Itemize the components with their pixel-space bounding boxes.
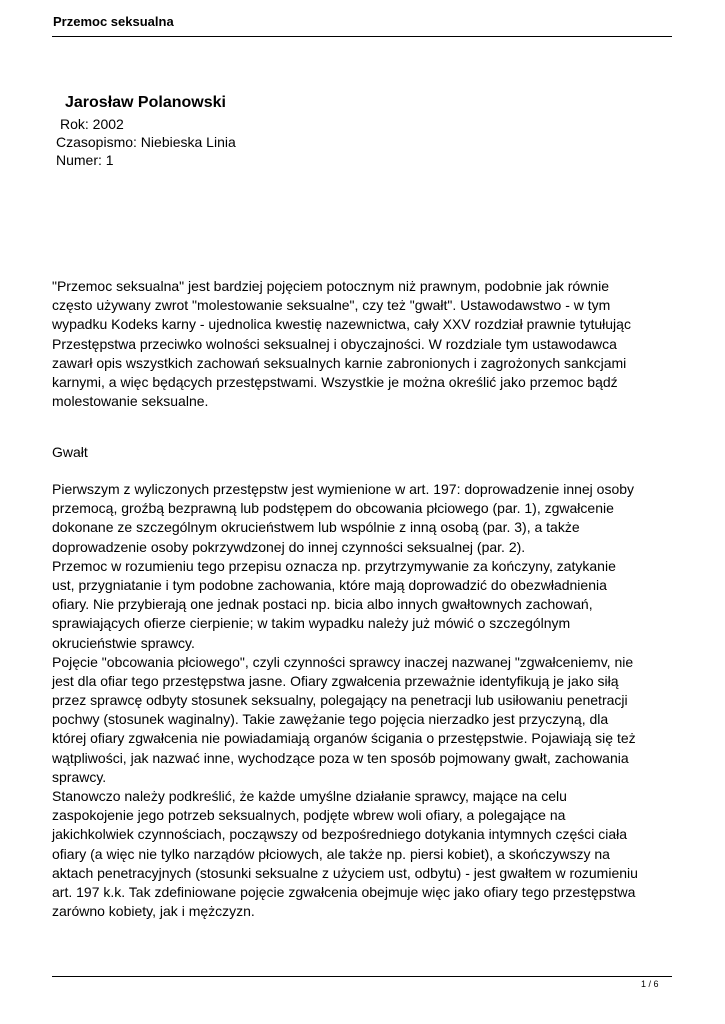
- text-line: jest dla ofiar tego przestępstwa jasne. Ofiary zgwałcenia przeważnie identyfikują je jako siłą: [52, 672, 619, 689]
- text-line: wypadku Kodeks karny - ujednolica kwestię nazewnictwa, cały XXV rozdział prawnie tytułując: [52, 316, 631, 333]
- text-line: Pierwszym z wyliczonych przestępstw jest wymienione w art. 197: doprowadzenie innej osoby: [52, 481, 635, 497]
- text-line: pochwy (stosunek waginalny). Takie zawężanie tego pojęcia nierzadko jest przyczyną, dla: [52, 711, 609, 728]
- text-line: zarówno kobiety, jak i mężczyzn.: [52, 903, 255, 920]
- text-line: okrucieństwie sprawcy.: [52, 634, 195, 651]
- text-line: Przestępstwa przeciwko wolności seksualnej i obyczajności. W rozdziale tym ustawodawca: [52, 335, 617, 352]
- text-line: zawarł opis wszystkich zachowań seksualnych karnie zabronionych i zagrożonych sankcjami: [52, 354, 627, 371]
- footer-rule: [52, 976, 672, 977]
- text-line: art. 197 k.k. Tak zdefiniowane pojęcie zgwałcenia obejmuje więc jako ofiary tego przestępstwa: [52, 883, 636, 900]
- text-line: aktach penetracyjnych (stosunki seksualne z użyciem ust, odbytu) - jest gwałtem w rozumieniu: [52, 864, 638, 881]
- text-line: Stanowczo należy podkreślić, że każde umyślne działanie sprawcy, mające na celu: [52, 788, 567, 804]
- text-line: często używany zwrot "molestowanie seksualne", czy też "gwałt". Ustawodawstwo - w tym: [52, 297, 611, 314]
- text-line: przez sprawcę odbyty stosunek seksualny, polegający na penetracji lub usiłowaniu penetracji: [52, 692, 628, 709]
- section-heading: Gwałt: [52, 444, 88, 460]
- article-issue: Numer: 1: [56, 152, 114, 168]
- text-line: zaspokojenie jego potrzeb seksualnych, podjęte wbrew woli ofiary, a polegające na: [52, 807, 566, 824]
- page-number: 1 / 6: [641, 979, 659, 989]
- text-line: doprowadzenie osoby pokrzywdzonej do innej czynności seksualnej (par. 2).: [52, 538, 526, 555]
- text-line: jakichkolwiek czynnościach, począwszy od bezpośredniego dotykania intymnych części ciała: [52, 826, 628, 843]
- text-line: dokonane ze szczególnym okrucieństwem lub wspólnie z inną osobą (par. 3), a także: [52, 519, 580, 536]
- text-line: wątpliwości, jak nazwać inne, wychodzące poza w ten sposób pojmowany gwałt, zachowania: [52, 749, 629, 766]
- text-line: ust, przygniatanie i tym podobne zachowania, które mają doprowadzić do obezwładnienia: [52, 576, 607, 593]
- document-header-title: Przemoc seksualna: [53, 14, 174, 29]
- article-journal: Czasopismo: Niebieska Linia: [56, 134, 236, 150]
- text-line: karnymi, a więc będących przestępstwami. Wszystkie je można określić jako przemoc bądź: [52, 373, 618, 390]
- article-year: Rok: 2002: [60, 116, 124, 132]
- text-line: "Przemoc seksualna" jest bardziej pojęciem potocznym niż prawnym, podobnie jak równie: [52, 278, 609, 294]
- text-line: molestowanie seksualne.: [52, 393, 209, 410]
- body-text: [52, 480, 677, 921]
- text-line: sprawiających ofierze cierpienie; w takim wypadku należy już mówić o szczególnym: [52, 615, 571, 632]
- text-line: ofiary (a więc nie tylko narządów płciowych, ale także np. piersi kobiet), a skończywszy na: [52, 845, 610, 862]
- text-line: ofiary. Nie przybierają one jednak postaci np. bicia albo innych gwałtownych zachowań,: [52, 596, 593, 613]
- text-line: sprawcy.: [52, 768, 107, 785]
- text-line: Pojęcie "obcowania płciowego", czyli czynności sprawcy inaczej nazwanej "zgwałceniemv, nie: [52, 653, 634, 670]
- header-rule: [52, 36, 672, 37]
- text-line: przemocą, groźbą bezprawną lub podstępem do obcowania płciowego (par. 1), zgwałcenie: [52, 500, 614, 517]
- article-author: Jarosław Polanowski: [65, 94, 226, 111]
- intro-paragraph: [52, 277, 677, 411]
- text-line: Przemoc w rozumieniu tego przepisu oznacza np. przytrzymywanie za kończyny, zatykanie: [52, 557, 616, 574]
- text-line: której ofiary zgwałcenia nie powiadamiają organów ścigania o przestępstwie. Pojawiają się też: [52, 730, 636, 747]
